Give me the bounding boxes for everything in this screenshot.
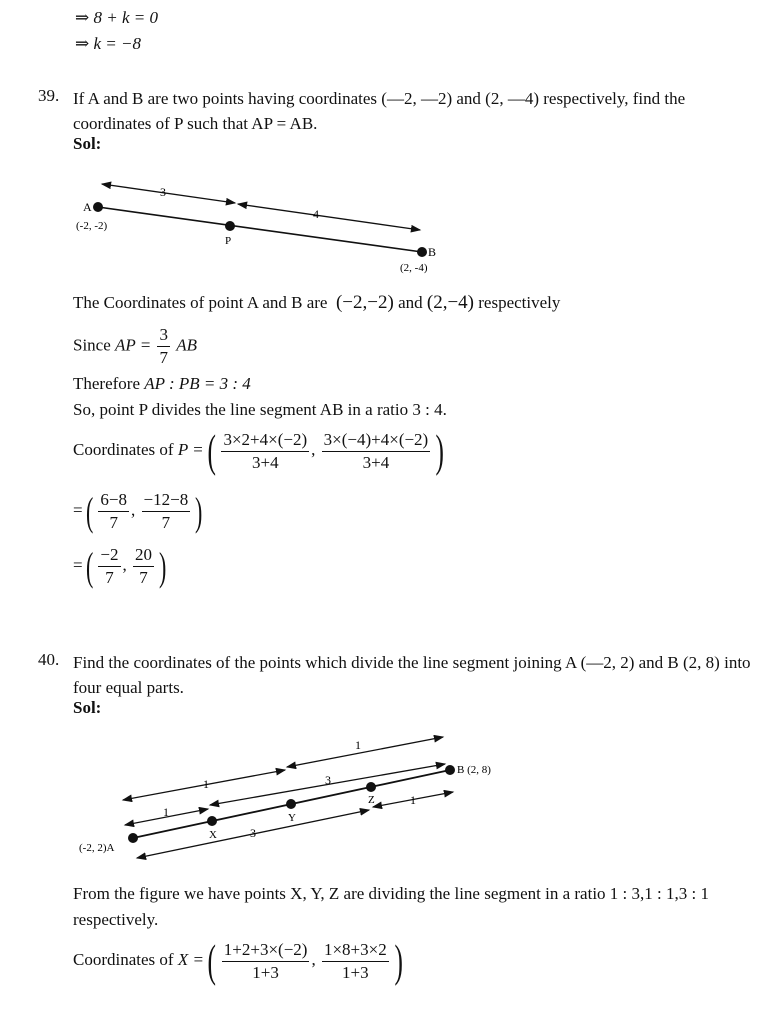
question-40-sol-label: Sol: <box>73 698 102 717</box>
coord-b: (2, -4) <box>400 262 428 274</box>
label-p: P <box>225 235 232 247</box>
label-three-upper: 3 <box>325 773 331 787</box>
label-one-upper: 1 <box>203 777 209 791</box>
point-y <box>286 799 296 809</box>
fraction-3-7: $\frac{3}{7}$ <box>159 325 168 367</box>
dimension-ap <box>102 184 235 203</box>
point-b <box>445 765 455 775</box>
question-39-sol-label: Sol: <box>73 134 102 153</box>
dimension-zb-top <box>287 737 443 767</box>
label-b: B (2, 8) <box>457 764 491 776</box>
label-one-top: 1 <box>355 738 361 752</box>
coord-a: (-2, -2) <box>76 220 108 232</box>
point-a <box>128 833 138 843</box>
dimension-pb <box>238 204 420 230</box>
label-b: B <box>428 245 437 259</box>
length-pb: 4 <box>313 207 319 221</box>
point-x <box>207 816 217 826</box>
label-z: Z <box>368 794 375 806</box>
label-y: Y <box>288 812 296 824</box>
label-a: A <box>83 200 92 214</box>
figure-40 <box>75 730 535 865</box>
label-x: X <box>209 829 217 841</box>
label-one-ax: 1 <box>163 805 169 819</box>
from-figure-statement: From the figure we have points X, Y, Z are dividing the line segment in a ratio 1 : 3,1 : 1,3 : 1 <box>73 884 709 903</box>
spacer <box>287 742 445 770</box>
coords-statement: The Coordinates of point A and B are (−2,−2) and (2,−4) respectively <box>73 292 561 313</box>
coordinates-of-p-result: = ( $\frac{-2}{7}$ , $\frac{20}{7}$ ) <box>73 543 167 589</box>
question-39-text: If A and B are two points having coordinates (—2, —2) and (2, —4) respectively, find the coordinates of P such that AP = AB. <box>73 89 686 133</box>
coordinates-of-p-step2: = ( $\frac{6-8}{7}$ , $\frac{-12-8}{7}$ ) <box>73 488 203 534</box>
label-one-lower: 1 <box>410 793 416 807</box>
point-z <box>366 782 376 792</box>
respectively-text: respectively. <box>73 910 159 929</box>
therefore-statement: Therefore AP : PB = 3 : 4 <box>73 374 251 393</box>
ratio-statement: So, point P divides the line segment AB in a ratio 3 : 4. <box>73 400 447 419</box>
label-three-lower: 3 <box>250 826 256 840</box>
question-40-text: Find the coordinates of the points which divide the line segment joining A (—2, 2) and B (2, 8) into four equal parts. <box>73 653 751 697</box>
equation-line-1: ⇒ 8 + k = 0 <box>75 8 158 27</box>
point-p <box>225 221 235 231</box>
point-a <box>93 202 103 212</box>
figure-39 <box>70 172 460 282</box>
since-statement: Since AP = $\frac{3}{7}$ AB <box>73 325 197 367</box>
equation-line-2: ⇒ k = −8 <box>75 34 141 53</box>
coordinates-of-p-step1: Coordinates of P = ( $\frac{3\times 2+4\times(-2)}{3+4}$ , $\frac{3\times(-4)+4\times(-2)}{3+4}$ ) <box>73 425 445 476</box>
coordinates-of-x: Coordinates of X = ( $\frac{1+2+3\times(-2)}{1+3}$ , $\frac{1\times 8+3\times 2}{1+3}$ ) <box>73 935 403 986</box>
segment-ab <box>98 207 422 252</box>
point-b <box>417 247 427 257</box>
question-40-number: 40. <box>38 650 60 669</box>
label-a: (-2, 2)A <box>79 842 115 854</box>
question-39-number: 39. <box>38 86 60 105</box>
length-ap: 3 <box>160 185 166 199</box>
